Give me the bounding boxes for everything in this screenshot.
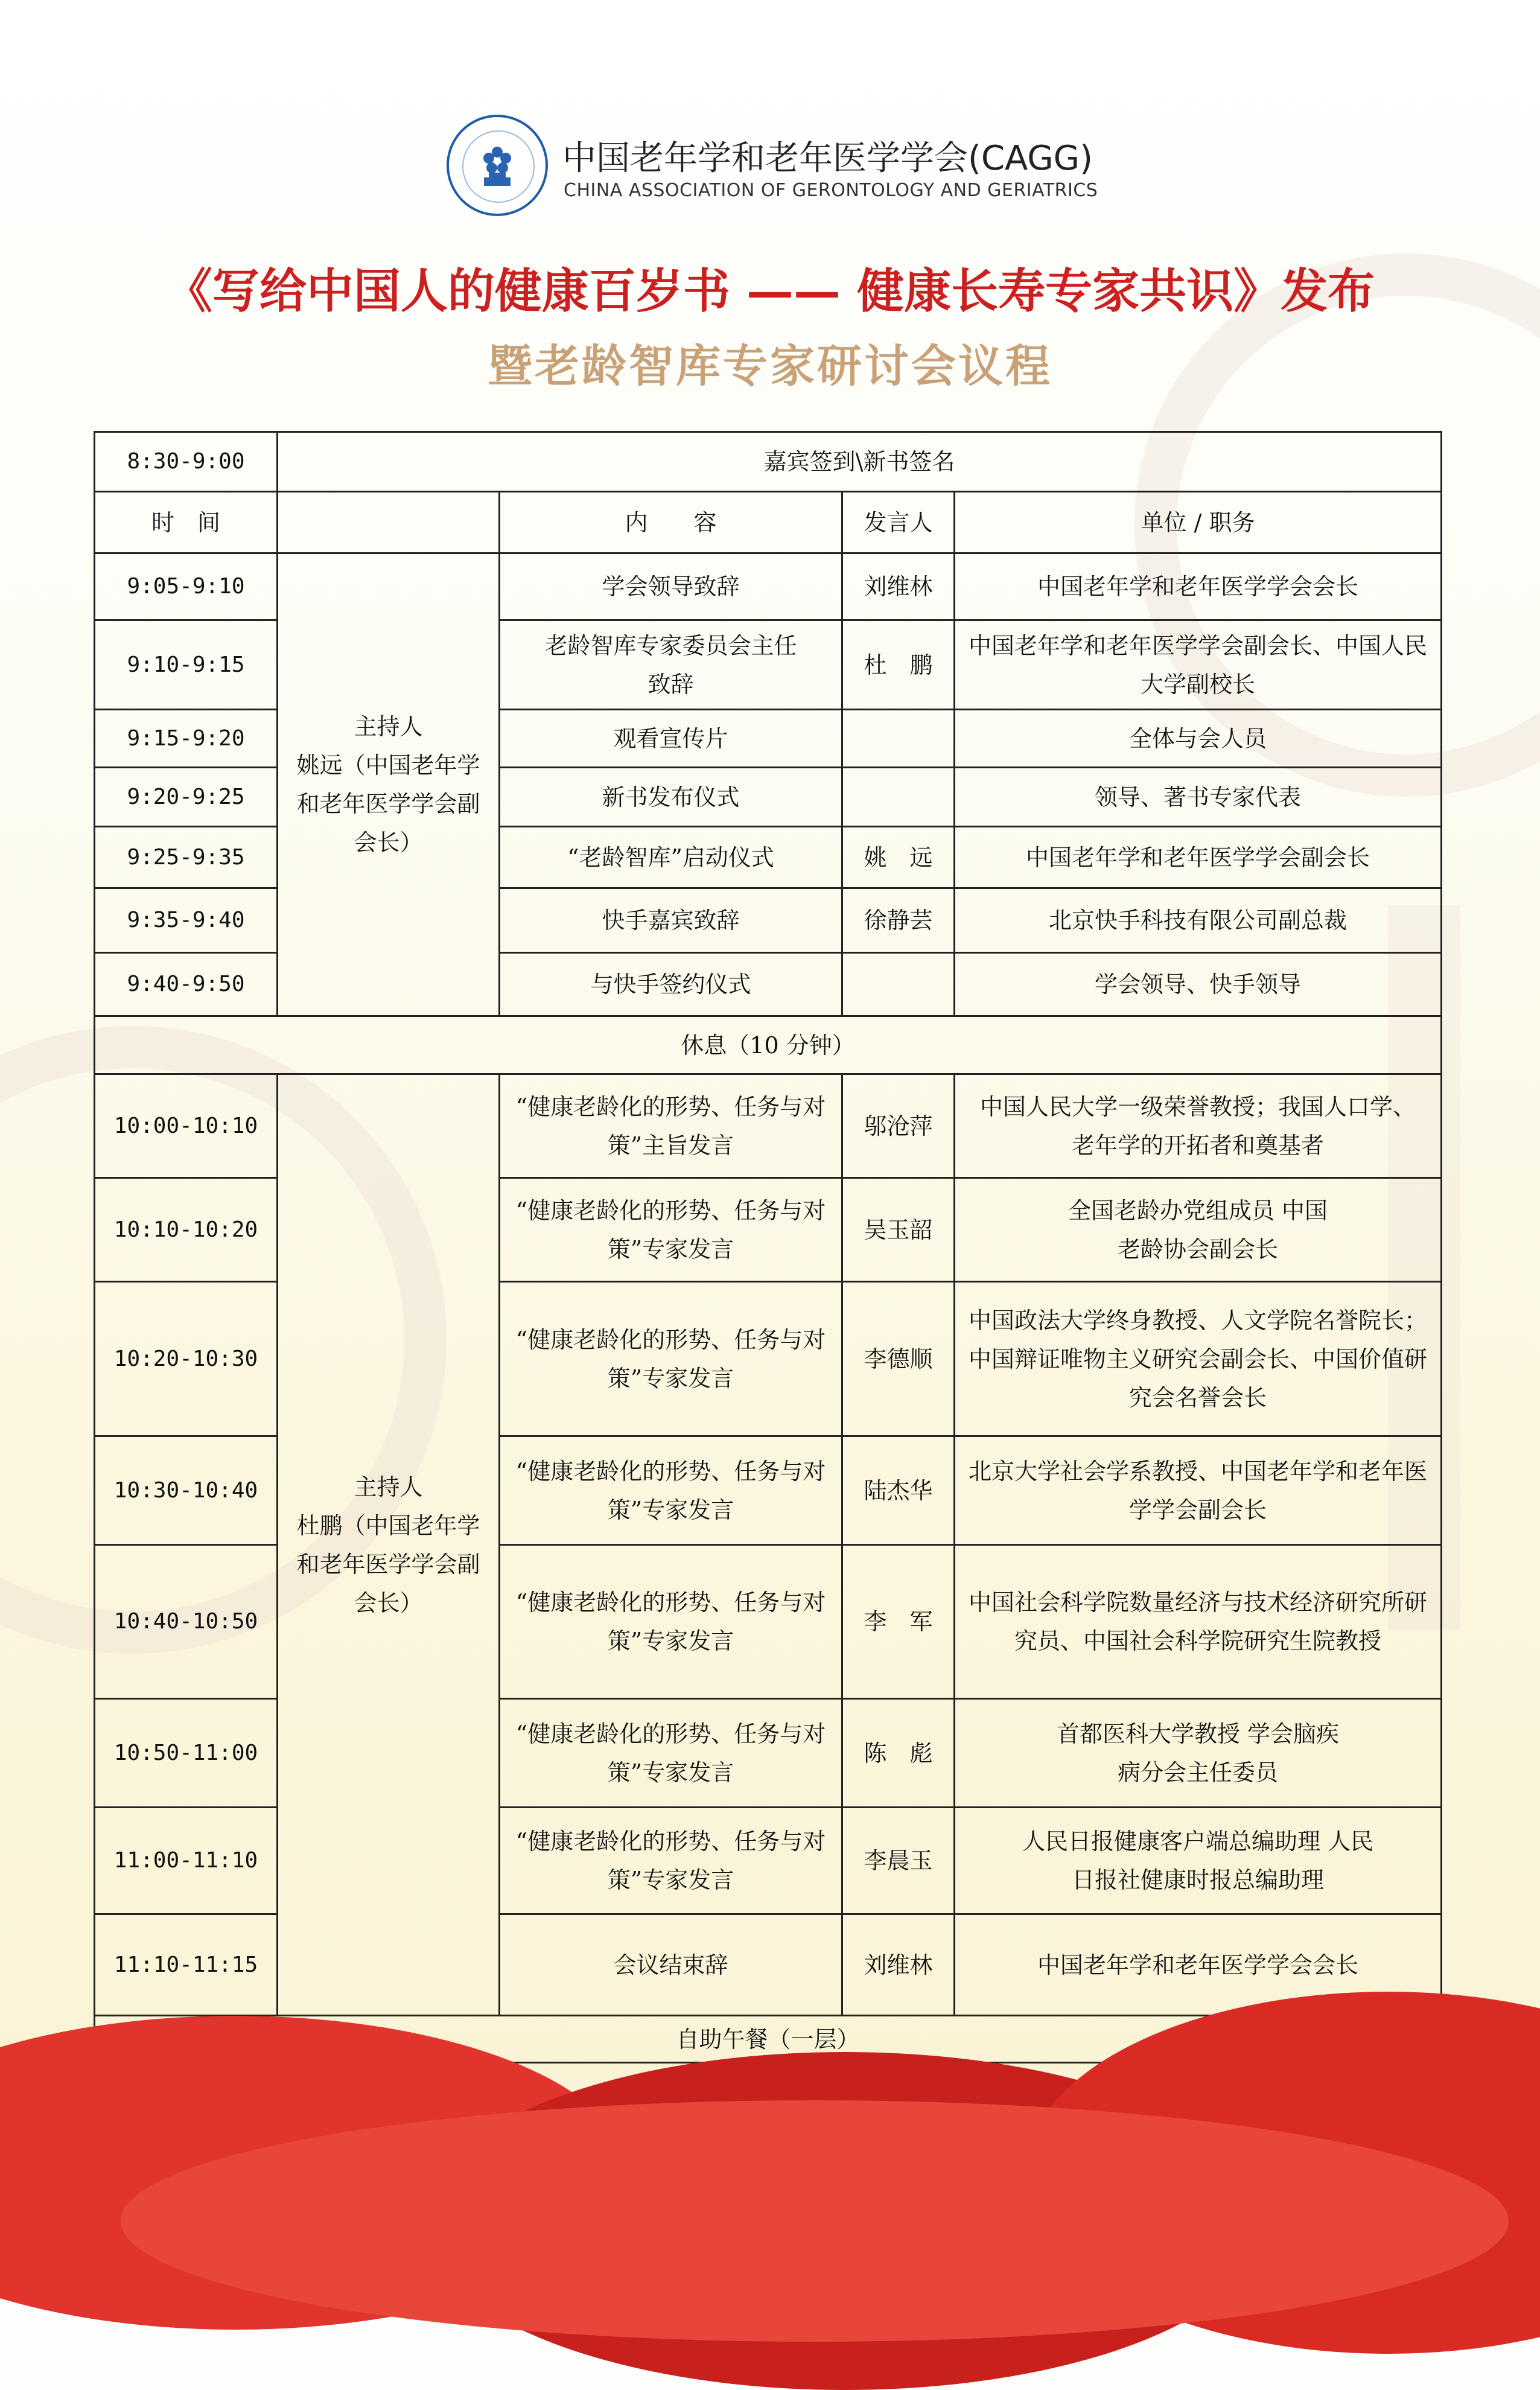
time-cell: 10:00-10:10	[95, 1074, 278, 1178]
org-name-en: CHINA ASSOCIATION OF GERONTOLOGY AND GERIATRICS	[564, 180, 1098, 201]
host-label: 主持人	[354, 1473, 423, 1500]
time-cell: 9:40-9:50	[95, 953, 278, 1016]
content-cell: “老龄智库”启动仪式	[500, 827, 842, 888]
main-title: 《写给中国人的健康百岁书 —— 健康长寿专家共识》发布	[165, 264, 1375, 319]
content-cell: 快手嘉宾致辞	[500, 888, 842, 953]
checkin-row	[95, 432, 1442, 492]
header-row	[95, 492, 1442, 553]
unit-cell: 中国老年学和老年医学学会会长	[955, 1914, 1442, 2016]
header-host	[278, 492, 500, 553]
unit-cell: 中国老年学和老年医学学会会长	[955, 553, 1442, 620]
time-cell: 9:35-9:40	[95, 888, 278, 953]
host-name: 杜鹏（中国老年学和老年医学学会副会长）	[296, 1512, 480, 1616]
unit-cell: 全国老龄办党组成员 中国老龄协会副会长	[955, 1178, 1442, 1282]
speaker-cell	[842, 768, 955, 827]
time-cell: 11:10-11:15	[95, 1914, 278, 2016]
speaker-cell: 李 军	[842, 1545, 955, 1699]
content-cell: “健康老龄化的形势、任务与对策”专家发言	[500, 1699, 842, 1808]
unit-cell: 北京快手科技有限公司副总裁	[955, 888, 1442, 953]
speaker-cell: 姚 远	[842, 827, 955, 888]
content-cell: “健康老龄化的形势、任务与对策”专家发言	[500, 1436, 842, 1545]
footer-wave	[121, 2100, 1509, 2342]
time-cell: 9:25-9:35	[95, 827, 278, 888]
lunch-label: 自助午餐（一层）	[95, 2016, 1442, 2063]
speaker-cell	[842, 953, 955, 1016]
agenda-row	[95, 1074, 1442, 1178]
speaker-cell: 刘维林	[842, 553, 955, 620]
time-cell: 10:10-10:20	[95, 1178, 278, 1282]
agenda-row	[95, 553, 1442, 620]
time-cell: 10:40-10:50	[95, 1545, 278, 1699]
header-time: 时 间	[95, 492, 278, 553]
speaker-cell: 李晨玉	[842, 1808, 955, 1914]
host-label: 主持人	[354, 713, 423, 740]
agenda-table	[94, 431, 1442, 2063]
content-cell: “健康老龄化的形势、任务与对策”专家发言	[500, 1808, 842, 1914]
break-label: 休息（10 分钟）	[95, 1016, 1442, 1074]
content-cell: 会议结束辞	[500, 1914, 842, 2016]
time-cell: 8:30-9:00	[95, 432, 278, 492]
speaker-cell: 杜 鹏	[842, 620, 955, 710]
time-cell: 11:00-11:10	[95, 1808, 278, 1914]
unit-cell: 全体与会人员	[955, 710, 1442, 768]
unit-cell: 中国老年学和老年医学学会副会长	[955, 827, 1442, 888]
break-row	[95, 1016, 1442, 1074]
header-unit: 单位 / 职务	[955, 492, 1442, 553]
speaker-cell: 徐静芸	[842, 888, 955, 953]
speaker-cell: 陆杰华	[842, 1436, 955, 1545]
unit-cell: 中国老年学和老年医学学会副会长、中国人民大学副校长	[955, 620, 1442, 710]
time-cell: 10:30-10:40	[95, 1436, 278, 1545]
content-cell: 与快手签约仪式	[500, 953, 842, 1016]
content-cell: 老龄智库专家委员会主任致辞	[500, 620, 842, 710]
content-cell: 新书发布仪式	[500, 768, 842, 827]
checkin-label: 嘉宾签到\新书签名	[278, 432, 1442, 492]
speaker-cell: 刘维林	[842, 1914, 955, 2016]
header-speaker: 发言人	[842, 492, 955, 553]
time-cell: 9:15-9:20	[95, 710, 278, 768]
unit-cell: 领导、著书专家代表	[955, 768, 1442, 827]
speaker-cell	[842, 710, 955, 768]
org-name-cn: 中国老年学和老年医学学会(CAGG)	[562, 139, 1093, 178]
host-cell-1	[278, 553, 500, 1016]
unit-cell: 中国社会科学院数量经济与技术经济研究所研究员、中国社会科学院研究生院教授	[955, 1545, 1442, 1699]
header-content: 内 容	[500, 492, 842, 553]
content-cell: 观看宣传片	[500, 710, 842, 768]
speaker-cell: 吴玉韶	[842, 1178, 955, 1282]
host-name: 姚远（中国老年学和老年医学学会副会长）	[296, 752, 480, 856]
unit-cell: 学会领导、快手领导	[955, 953, 1442, 1016]
speaker-cell: 陈 彪	[842, 1699, 955, 1808]
unit-cell: 北京大学社会学系教授、中国老年学和老年医学学会副会长	[955, 1436, 1442, 1545]
content-cell: “健康老龄化的形势、任务与对策”专家发言	[500, 1545, 842, 1699]
speaker-cell: 李德顺	[842, 1282, 955, 1436]
time-cell: 9:05-9:10	[95, 553, 278, 620]
sub-title: 暨老龄智库专家研讨会议程	[488, 340, 1052, 392]
time-cell: 10:50-11:00	[95, 1699, 278, 1808]
content-cell: “健康老龄化的形势、任务与对策”专家发言	[500, 1282, 842, 1436]
content-cell: “健康老龄化的形势、任务与对策”主旨发言	[500, 1074, 842, 1178]
unit-cell: 首都医科大学教授 学会脑疾病分会主任委员	[955, 1699, 1442, 1808]
cagg-logo-icon	[447, 115, 548, 216]
time-cell: 9:10-9:15	[95, 620, 278, 710]
content-cell: 学会领导致辞	[500, 553, 842, 620]
unit-cell: 中国人民大学一级荣誉教授；我国人口学、老年学的开拓者和奠基者	[955, 1074, 1442, 1178]
host-cell-2	[278, 1074, 500, 2016]
speaker-cell: 邬沧萍	[842, 1074, 955, 1178]
content-cell: “健康老龄化的形势、任务与对策”专家发言	[500, 1178, 842, 1282]
unit-cell: 中国政法大学终身教授、人文学院名誉院长；中国辩证唯物主义研究会副会长、中国价值研究会名誉会长	[955, 1282, 1442, 1436]
organization-header	[447, 115, 1122, 217]
time-cell: 10:20-10:30	[95, 1282, 278, 1436]
unit-cell: 人民日报健康客户端总编助理 人民日报社健康时报总编助理	[955, 1808, 1442, 1914]
time-cell: 9:20-9:25	[95, 768, 278, 827]
